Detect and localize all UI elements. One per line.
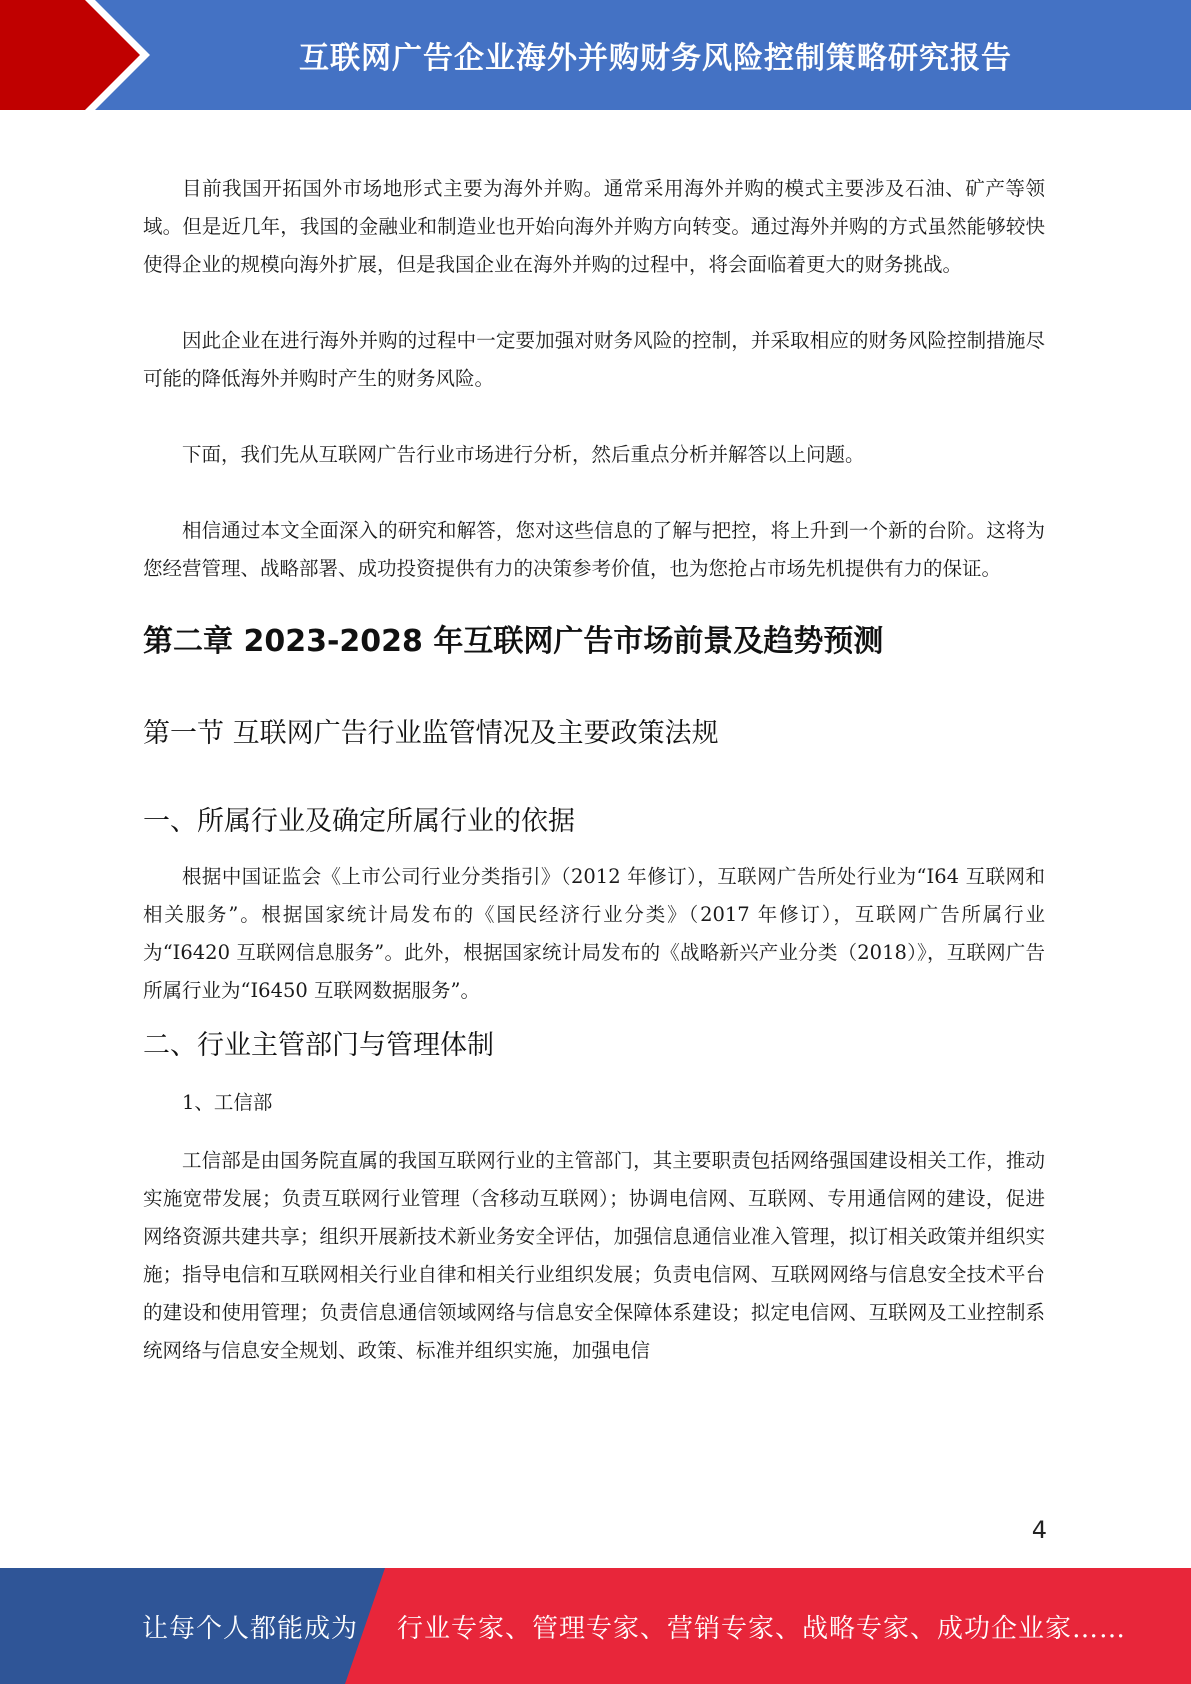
header-red-chevron: [0, 0, 140, 110]
page-header-banner: [0, 0, 1191, 110]
subsection-1-paragraph: 根据中国证监会《上市公司行业分类指引》（2012 年修订），互联网广告所处行业为“I64 互联网和相关服务”。根据国家统计局发布的《国民经济行业分类》（2017 年修订），互联网广告所属行业为“I6420 互联网信息服务”。此外，根据国家统计局发布的《战略新兴产业分类（2018）》，互联网广告所属行业为“I6450 互联网数据服务”。: [143, 865, 1045, 1002]
page-number: 4: [1031, 1516, 1047, 1544]
page-footer-banner: [0, 1568, 1191, 1684]
intro-paragraph-3: 下面，我们先从互联网广告行业市场进行分析，然后重点分析并解答以上问题。: [182, 443, 865, 466]
section-heading: 第一节 互联网广告行业监管情况及主要政策法规: [143, 718, 719, 749]
intro-paragraph-4: 相信通过本文全面深入的研究和解答，您对这些信息的了解与把控，将上升到一个新的台阶。这将为您经营管理、战略部署、成功投资提供有力的决策参考价值，也为您抢占市场先机提供有力的保证。: [143, 519, 1045, 580]
subsection-heading-1: 一、所属行业及确定所属行业的依据: [143, 806, 575, 837]
list-item-ministry: 1、工信部: [182, 1091, 273, 1114]
footer-slogan-left: 让每个人都能成为: [142, 1613, 359, 1644]
footer-slogan-right: 行业专家、管理专家、营销专家、战略专家、成功企业家……: [397, 1613, 1127, 1644]
subsection-heading-2: 二、行业主管部门与管理体制: [143, 1030, 494, 1061]
chapter-heading: 第二章 2023-2028 年互联网广告市场前景及趋势预测: [143, 624, 884, 659]
intro-paragraph-2: 因此企业在进行海外并购的过程中一定要加强对财务风险的控制，并采取相应的财务风险控制措施尽可能的降低海外并购时产生的财务风险。: [143, 329, 1045, 390]
subsection-2-paragraph: 工信部是由国务院直属的我国互联网行业的主管部门，其主要职责包括网络强国建设相关工作，推动实施宽带发展；负责互联网行业管理（含移动互联网）；协调电信网、互联网、专用通信网的建设，促进网络资源共建共享；组织开展新技术新业务安全评估，加强信息通信业准入管理，拟订相关政策并组织实施；指导电信和互联网相关行业自律和相关行业组织发展；负责电信网、互联网网络与信息安全技术平台的建设和使用管理；负责信息通信领域网络与信息安全保障体系建设；拟定电信网、互联网及工业控制系统网络与信息安全规划、政策、标准并组织实施，加强电信: [143, 1149, 1045, 1362]
intro-paragraph-1: 目前我国开拓国外市场地形式主要为海外并购。通常采用海外并购的模式主要涉及石油、矿产等领域。但是近几年，我国的金融业和制造业也开始向海外并购方向转变。通过海外并购的方式虽然能够较快使得企业的规模向海外扩展，但是我国企业在海外并购的过程中，将会面临着更大的财务挑战。: [143, 177, 1045, 276]
report-title: 互联网广告企业海外并购财务风险控制策略研究报告: [299, 41, 1012, 76]
page-content: [143, 170, 1045, 1370]
